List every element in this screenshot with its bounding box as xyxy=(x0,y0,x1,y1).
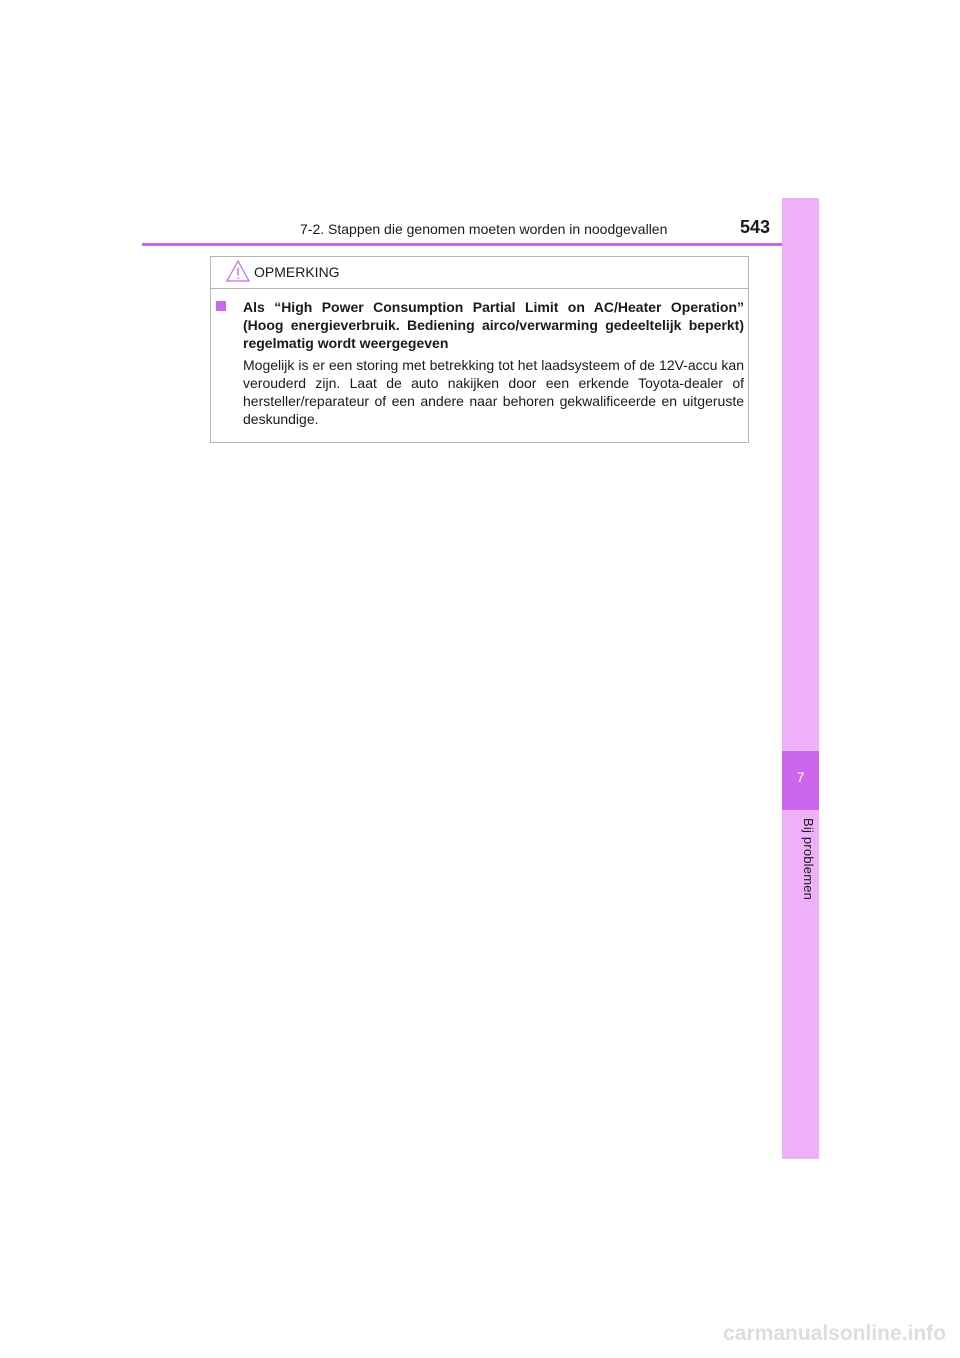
chapter-label: Bij problemen xyxy=(801,818,816,901)
chapter-number: 7 xyxy=(796,769,805,785)
bullet-square-icon xyxy=(216,301,226,311)
section-title: 7-2. Stappen die genomen moeten worden in noodgevallen xyxy=(300,221,668,237)
watermark-logo xyxy=(708,1314,948,1350)
notice-item-heading-text: Als “High Power Consumption Partial Limit on AC/Heater Operation” (Hoog energieverbruik. Bediening airco/verwarming gedeeltelijk beperkt) regelmatig wordt weergegeven xyxy=(243,299,744,351)
header-divider xyxy=(142,243,818,246)
page-number: 543 xyxy=(740,217,771,237)
notice-item-text: Mogelijk is er een storing met betrekking tot het laadsysteem of de 12V-accu kan verouderd zijn. Laat de auto nakijken door een erkende Toyota-dealer of hersteller/reparateur of een andere naar behoren gekwalificeerde en uitgeruste deskundige. xyxy=(243,357,744,427)
watermark-text: carmanualsonline.info xyxy=(723,1322,946,1345)
notice-header xyxy=(211,257,748,289)
notice-title: OPMERKING xyxy=(254,264,340,280)
chapter-side-tab xyxy=(782,198,819,1159)
notice-body xyxy=(216,298,744,428)
notice-box xyxy=(210,256,749,443)
notice-item-heading xyxy=(216,298,744,352)
warning-triangle-icon xyxy=(226,260,250,282)
